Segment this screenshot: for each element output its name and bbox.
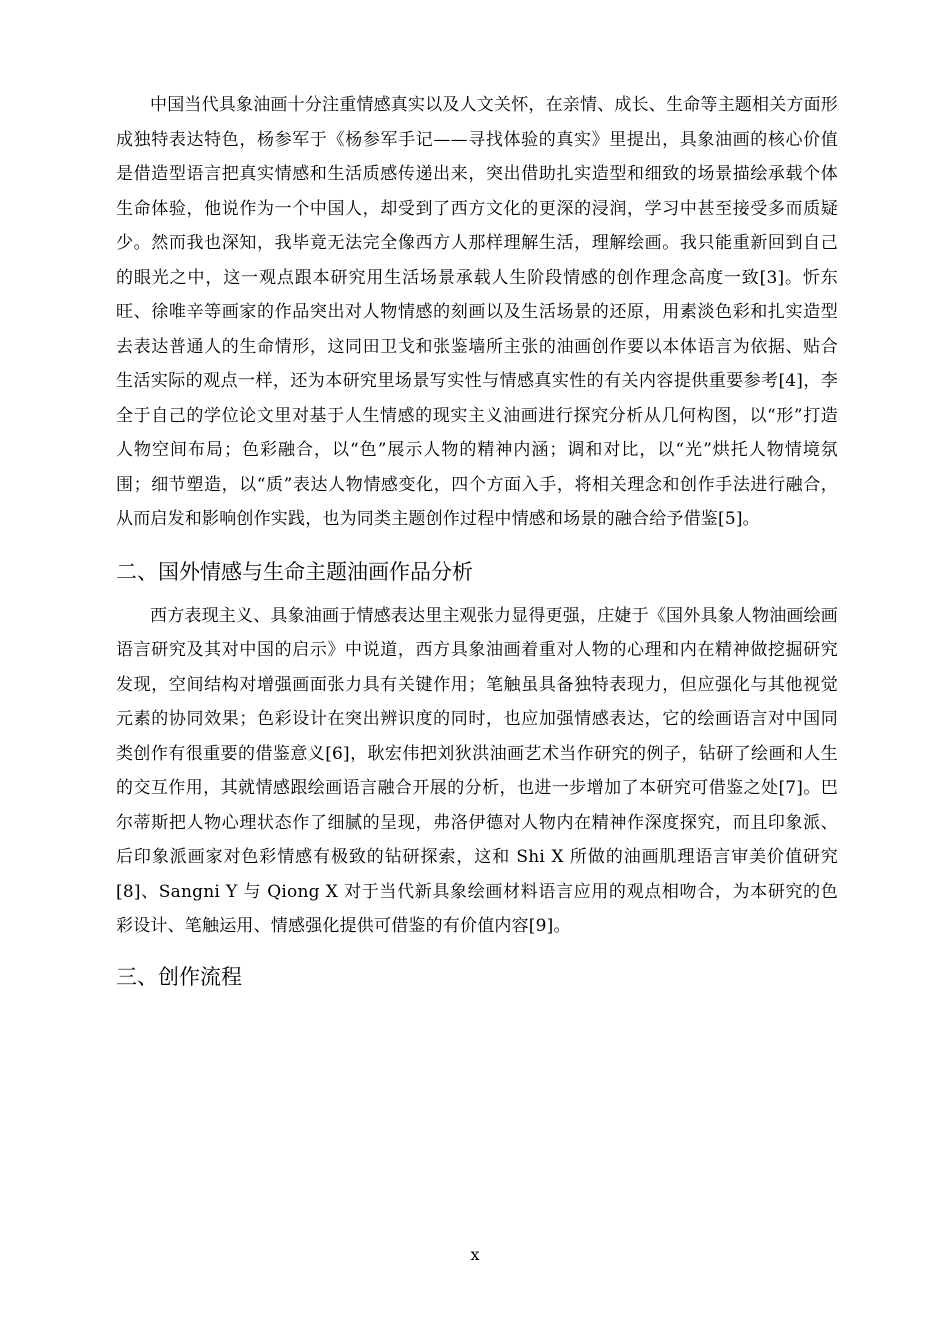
page-number: x	[470, 1245, 480, 1264]
page-content	[116, 88, 838, 992]
body-paragraph: 西方表现主义、具象油画于情感表达里主观张力显得更强，庄婕于《国外具象人物油画绘画语言研究及其对中国的启示》中说道，西方具象油画着重对人物的心理和内在精神做挖掘研究发现，空间结构对增强画面张力具有关键作用；笔触虽具备独特表现力，但应强化与其他视觉元素的协同效果；色彩设计在突出辨识度的同时，也应加强情感表达，它的绘画语言对中国同类创作有很重要的借鉴意义[6]，耿宏伟把刘狄洪油画艺术当作研究的例子，钻研了绘画和人生的交互作用，其就情感跟绘画语言融合开展的分析，也进一步增加了本研究可借鉴之处[7]。巴尔蒂斯把人物心理状态作了细腻的呈现，弗洛伊德对人物内在精神作深度探究，而且印象派、后印象派画家对色彩情感有极致的钻研探索，这和 Shi X 所做的油画肌理语言审美价值研究[8]、Sangni Y 与 Qiong X 对于当代新具象绘画材料语言应用的观点相吻合，为本研究的色彩设计、笔触运用、情感强化提供可借鉴的有价值内容[9]。	[116, 605, 838, 936]
section-heading: 三、创作流程	[116, 964, 242, 989]
body-paragraph: 中国当代具象油画十分注重情感真实以及人文关怀，在亲情、成长、生命等主题相关方面形成独特表达特色，杨参军于《杨参军手记——寻找体验的真实》里提出，具象油画的核心价值是借造型语言把真实情感和生活质感传递出来，突出借助扎实造型和细致的场景描绘承载个体生命体验，他说作为一个中国人，却受到了西方文化的更深的浸润，学习中甚至接受多而质疑少。然而我也深知，我毕竟无法完全像西方人那样理解生活，理解绘画。我只能重新回到自己的眼光之中，这一观点跟本研究用生活场景承载人生阶段情感的创作理念高度一致[3]。忻东旺、徐唯辛等画家的作品突出对人物情感的刻画以及生活场景的还原，用素淡色彩和扎实造型去表达普通人的生命情形，这同田卫戈和张鉴墙所主张的油画创作要以本体语言为依据、贴合生活实际的观点一样，还为本研究里场景写实性与情感真实性的有关内容提供重要参考[4]，李全于自己的学位论文里对基于人生情感的现实主义油画进行探究分析从几何构图，以“形”打造人物空间布局；色彩融合，以“色”展示人物的精神内涵；调和对比，以“光”烘托人物情境氛围；细节塑造，以“质”表达人物情感变化，四个方面入手，将相关理念和创作手法进行融合，从而启发和影响创作实践，也为同类主题创作过程中情感和场景的融合给予借鉴[5]。	[116, 95, 838, 529]
section-heading: 二、国外情感与生命主题油画作品分析	[116, 559, 473, 584]
